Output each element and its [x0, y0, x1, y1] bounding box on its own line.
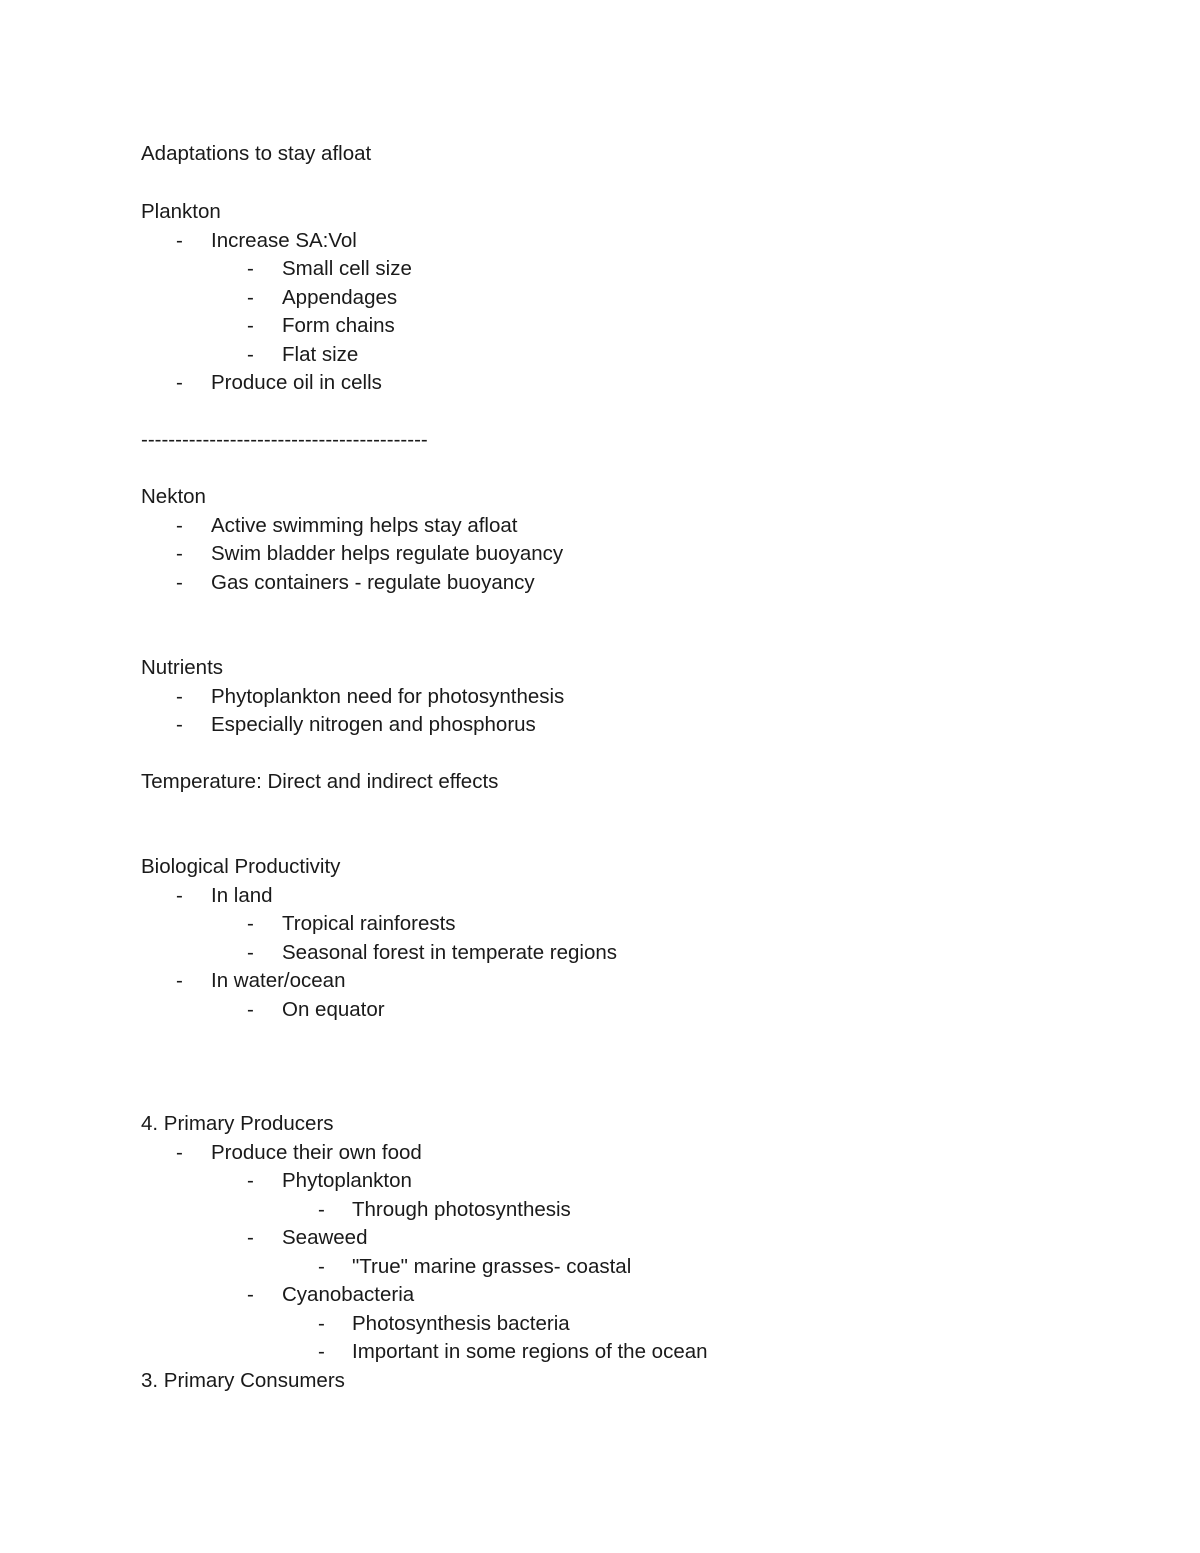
- bullet-dash: -: [247, 285, 254, 309]
- section-divider: ------------------------------------------: [141, 428, 428, 451]
- list-item-level-2: Seasonal forest in temperate regions: [282, 940, 618, 964]
- bullet-dash: -: [176, 713, 183, 736]
- section-heading: Adaptations to stay afloat: [141, 142, 372, 165]
- bullet-dash: -: [176, 883, 183, 907]
- list-item-level-3: "True" marine grasses- coastal: [352, 1254, 632, 1278]
- list-item-level-1: Produce their own food: [211, 1140, 422, 1164]
- list-item-level-2: Flat size: [282, 342, 359, 366]
- bullet-dash: -: [176, 684, 183, 708]
- section-heading: 4. Primary Producers: [141, 1112, 334, 1135]
- list-item-level-2: Appendages: [282, 285, 398, 309]
- list-item-level-2: Form chains: [282, 314, 395, 337]
- list-item-level-2: Phytoplankton: [282, 1169, 412, 1192]
- list-item-level-1: Active swimming helps stay afloat: [211, 513, 518, 537]
- bullet-dash: -: [176, 1140, 183, 1164]
- bullet-dash: -: [176, 542, 183, 565]
- bullet-dash: -: [176, 513, 183, 537]
- bullet-dash: -: [247, 1226, 254, 1249]
- list-item-level-1: Increase SA:Vol: [211, 228, 357, 252]
- bullet-dash: -: [176, 228, 183, 252]
- section-heading: 3. Primary Consumers: [141, 1369, 345, 1392]
- list-item-level-1: Gas containers - regulate buoyancy: [211, 570, 535, 594]
- bullet-dash: -: [318, 1254, 325, 1278]
- list-item-level-1: Especially nitrogen and phosphorus: [211, 713, 536, 736]
- section-heading: Nekton: [141, 485, 206, 508]
- list-item-level-2: On equator: [282, 997, 385, 1021]
- list-item-level-1: Swim bladder helps regulate buoyancy: [211, 542, 564, 565]
- bullet-dash: -: [247, 997, 254, 1021]
- bullet-dash: -: [247, 314, 254, 337]
- bullet-dash: -: [247, 342, 254, 366]
- bullet-dash: -: [176, 570, 183, 594]
- list-item-level-2: Small cell size: [282, 257, 412, 280]
- section-heading: Plankton: [141, 200, 221, 223]
- list-item-level-2: Cyanobacteria: [282, 1283, 415, 1306]
- bullet-dash: -: [247, 940, 254, 964]
- bullet-dash: -: [318, 1311, 325, 1335]
- section-heading: Nutrients: [141, 656, 224, 679]
- list-item-level-2: Seaweed: [282, 1226, 368, 1249]
- bullet-dash: -: [176, 371, 183, 394]
- bullet-dash: -: [247, 257, 254, 280]
- list-item-level-1: Phytoplankton need for photosynthesis: [211, 684, 565, 708]
- list-item-level-1: Produce oil in cells: [211, 371, 382, 394]
- bullet-dash: -: [318, 1340, 325, 1363]
- bullet-dash: -: [247, 912, 254, 935]
- section-heading: Biological Productivity: [141, 855, 341, 878]
- list-item-level-3: Important in some regions of the ocean: [352, 1340, 708, 1363]
- bullet-dash: -: [247, 1283, 254, 1306]
- bullet-dash: -: [318, 1197, 325, 1221]
- list-item-level-1: In water/ocean: [211, 969, 346, 992]
- list-item-level-2: Tropical rainforests: [282, 912, 456, 935]
- bullet-dash: -: [247, 1169, 254, 1192]
- section-heading: Temperature: Direct and indirect effects: [141, 770, 499, 793]
- list-item-level-3: Photosynthesis bacteria: [352, 1311, 570, 1335]
- list-item-level-1: In land: [211, 883, 273, 907]
- list-item-level-3: Through photosynthesis: [352, 1197, 571, 1221]
- bullet-dash: -: [176, 969, 183, 992]
